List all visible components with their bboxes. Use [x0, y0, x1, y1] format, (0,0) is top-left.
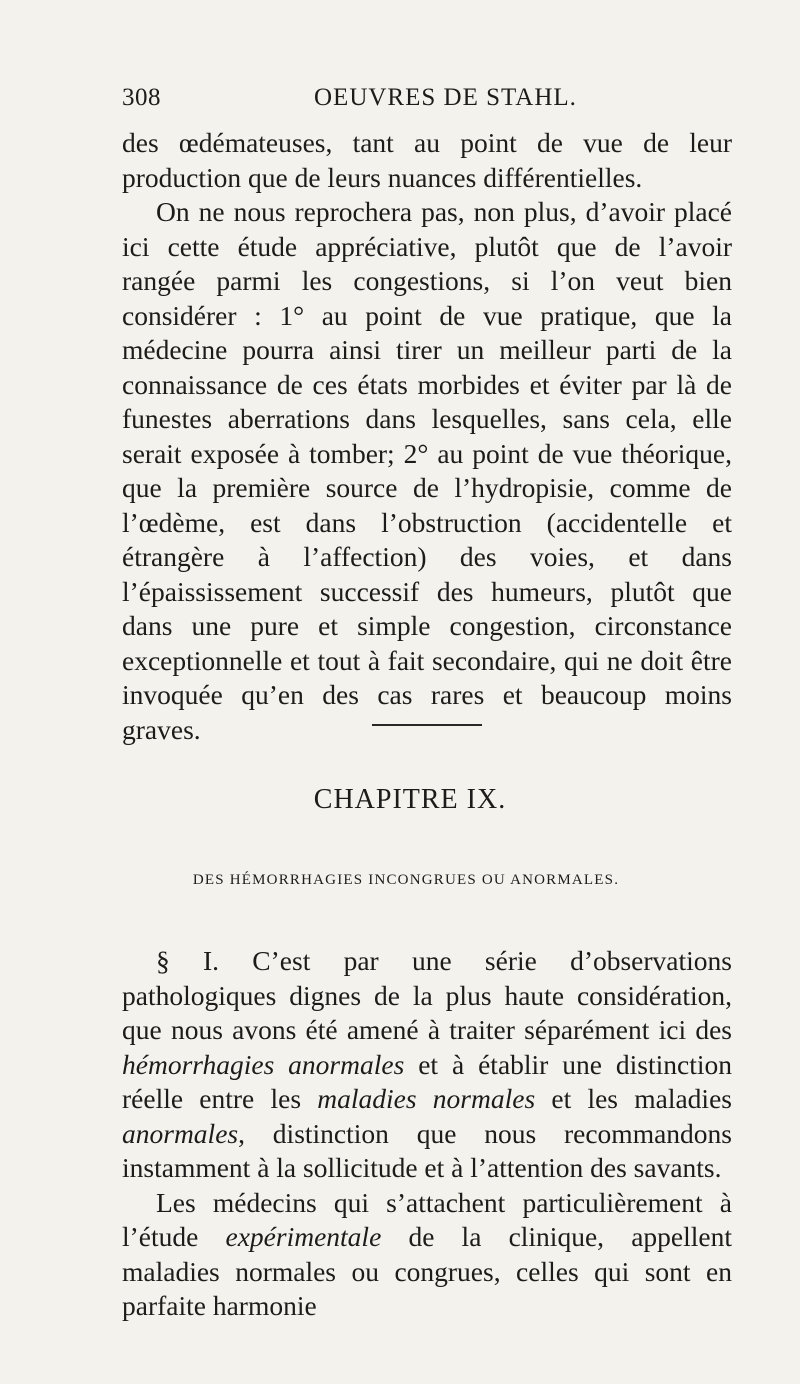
- running-header: [122, 84, 732, 124]
- body-text-top: [122, 126, 732, 747]
- paragraph-appreciation: On ne nous reprochera pas, non plus, d’avoir placé ici cette étude appréciative, plutôt que de l’avoir rangée parmi les congestions, si l’on veut bien considérer : 1° au point de vue pratique, que la médecine pourra ainsi tirer un meilleur parti de la connaissance de ces états morbides et éviter par là de funestes aberrations dans lesquelles, sans cela, elle serait exposée à tomber; 2° au point de vue théorique, que la première source de l’hydropisie, comme de l’œdème, est dans l’obstruction (accidentelle et étrangère à l’affection) des voies, et dans l’épaississement successif des humeurs, plutôt que dans une pure et simple congestion, circonstance exceptionnelle et tout à fait secondaire, qui ne doit être invoquée qu’en des cas rares et beaucoup moins graves.: [122, 196, 732, 745]
- text-run: § I. C’est par une série d’observations pathologiques dignes de la plus haute considération, que nous avons été amené à traiter séparément ici des: [122, 945, 732, 1045]
- paragraph-section-1: [122, 944, 732, 1186]
- running-title: OEUVRES DE STAHL.: [314, 84, 577, 111]
- paragraph-continuation: des œdémateuses, tant au point de vue de leur production que de leurs nuances différentielles.: [122, 127, 732, 193]
- text-run: , distinction que nous recommandons instamment à la sollicitude et à l’attention des savants.: [122, 1117, 732, 1183]
- paragraph-normal-diseases: [122, 1186, 732, 1324]
- chapter-title: CHAPITRE IX.: [313, 784, 507, 815]
- chapter-subtitle: DES HÉMORRHAGIES INCONGRUES OU ANORMALES.: [192, 872, 620, 888]
- text-run: et à établir une distinction réelle entre les: [122, 1048, 732, 1114]
- body-text-chapter: [122, 944, 732, 1324]
- section-divider-rule: [372, 724, 482, 726]
- text-run: Les médecins qui s’attachent particulièrement à l’étude: [122, 1186, 732, 1252]
- italic-term: expérimentale: [225, 1221, 382, 1252]
- italic-term: anormales: [122, 1117, 239, 1149]
- text-run: et les maladies: [535, 1083, 732, 1114]
- italic-term: hémorrhagies anormales: [122, 1048, 405, 1080]
- italic-term: maladies normales: [317, 1083, 536, 1114]
- text-run: de la clinique, appellent maladies normales ou congrues, celles qui sont en parfaite harmonie: [122, 1221, 732, 1321]
- page-number: 308: [122, 84, 161, 111]
